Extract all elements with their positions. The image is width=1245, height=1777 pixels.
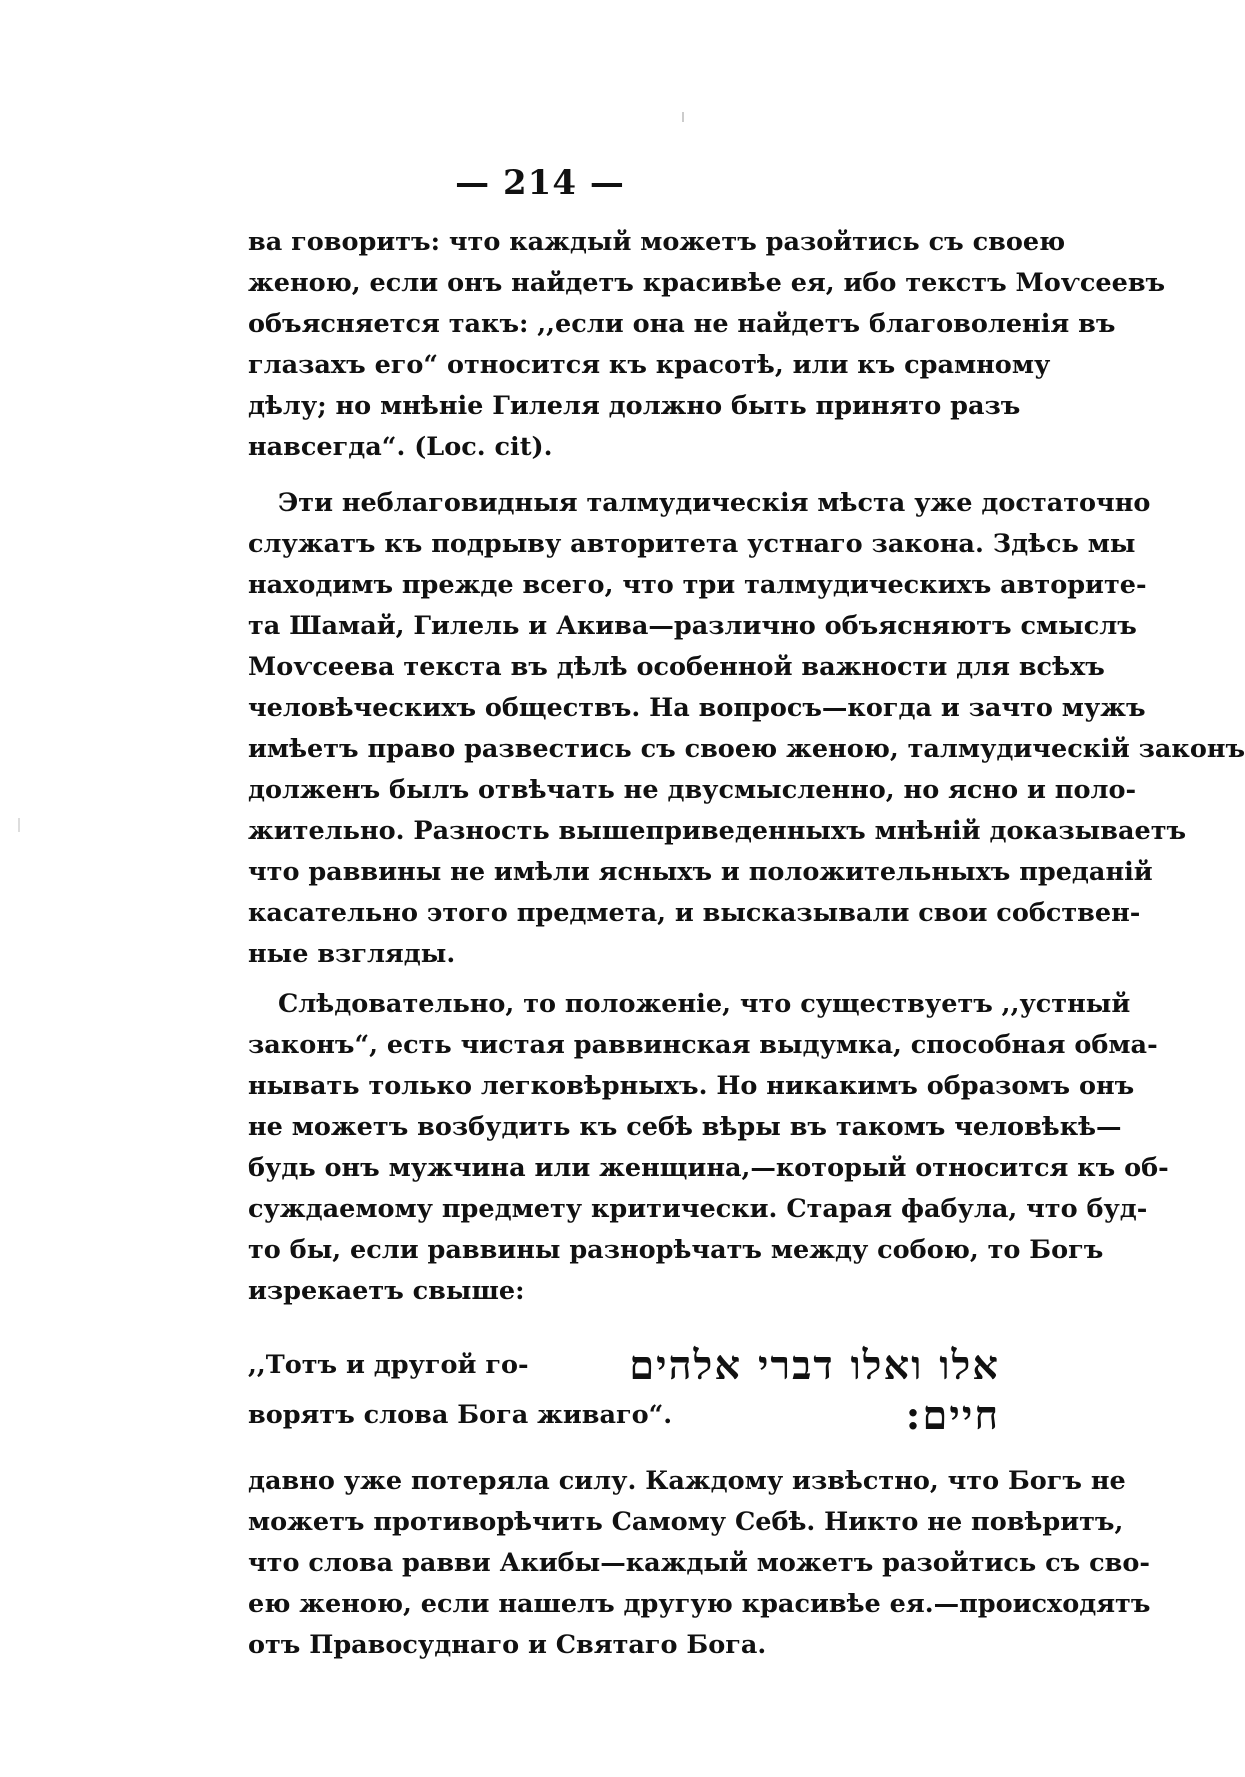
text-line: то бы, если раввины разнорѣчатъ между собою, то Богъ [248,1235,1104,1265]
text-line: не можетъ возбудить къ себѣ вѣры въ такомъ человѣкѣ— [248,1112,1122,1142]
text-line: долженъ былъ отвѣчать не двусмысленно, но ясно и поло- [248,775,1137,805]
scan-mark [682,112,684,122]
text-line: что слова равви Акибы—каждый можетъ разойтись съ сво- [248,1548,1150,1578]
text-line: законъ“, есть чистая раввинская выдумка, способная обма- [248,1030,1158,1060]
text-line: дѣлу; но мнѣніе Гилеля должно быть принято разъ [248,391,1021,421]
text-line: человѣческихъ обществъ. На вопросъ—когда и зачто мужъ [248,693,1146,723]
hebrew-quote: אלו ואלו דברי אלהים [629,1342,1000,1389]
text-line: жительно. Разность вышеприведенныхъ мнѣній доказываетъ [248,816,1187,846]
text-line: глазахъ его“ относится къ красотѣ, или къ срамному [248,350,1051,380]
text-line: женою, если онъ найдетъ красивѣе ея, ибо текстъ Моѵсеевъ [248,268,1166,298]
text-line: объясняется такъ: ,,если она не найдетъ благоволенія въ [248,309,1116,339]
text-line: имѣетъ право развестись съ своею женою, талмудическій законъ [248,734,1245,764]
text-line: касательно этого предмета, и высказывали свои собствен- [248,898,1141,928]
page-number: — 214 — [455,163,625,203]
text-line: та Шамай, Гилель и Акива—различно объясняютъ смыслъ [248,611,1137,641]
text-line: суждаемому предмету критически. Старая фабула, что буд- [248,1194,1148,1224]
text-line: находимъ прежде всего, что три талмудическихъ авторите- [248,570,1147,600]
scan-mark [18,818,20,832]
text-line: служатъ къ подрыву авторитета устнаго закона. Здѣсь мы [248,529,1136,559]
text-line: ею женою, если нашелъ другую красивѣе ея.—происходятъ [248,1589,1151,1619]
quote-russian-line: ворятъ слова Бога живаго“. [248,1400,673,1430]
text-line: ные взгляды. [248,939,456,969]
text-line: ва говоритъ: что каждый можетъ разойтись съ своею [248,227,1066,257]
text-line: что раввины не имѣли ясныхъ и положительныхъ преданій [248,857,1153,887]
text-line: Моѵсеева текста въ дѣлѣ особенной важности для всѣхъ [248,652,1105,682]
text-line: давно уже потеряла силу. Каждому извѣстно, что Богъ не [248,1466,1126,1496]
text-line: нывать только легковѣрныхъ. Но никакимъ образомъ онъ [248,1071,1135,1101]
text-line: можетъ противорѣчить Самому Себѣ. Никто не повѣритъ, [248,1507,1124,1537]
hebrew-quote: חיים: [905,1392,1000,1439]
text-line: навсегда“. (Loc. cit). [248,432,553,462]
text-line: изрекаетъ свыше: [248,1276,525,1306]
text-line: Слѣдовательно, то положеніе, что существуетъ ,,устный [278,989,1131,1019]
text-line: отъ Правосуднаго и Святаго Бога. [248,1630,767,1660]
text-line: будь онъ мужчина или женщина,—который относится къ об- [248,1153,1169,1183]
quote-russian-line: ,,Тотъ и другой го- [248,1350,529,1380]
text-line: Эти неблаговидныя талмудическія мѣста уже достаточно [278,488,1151,518]
